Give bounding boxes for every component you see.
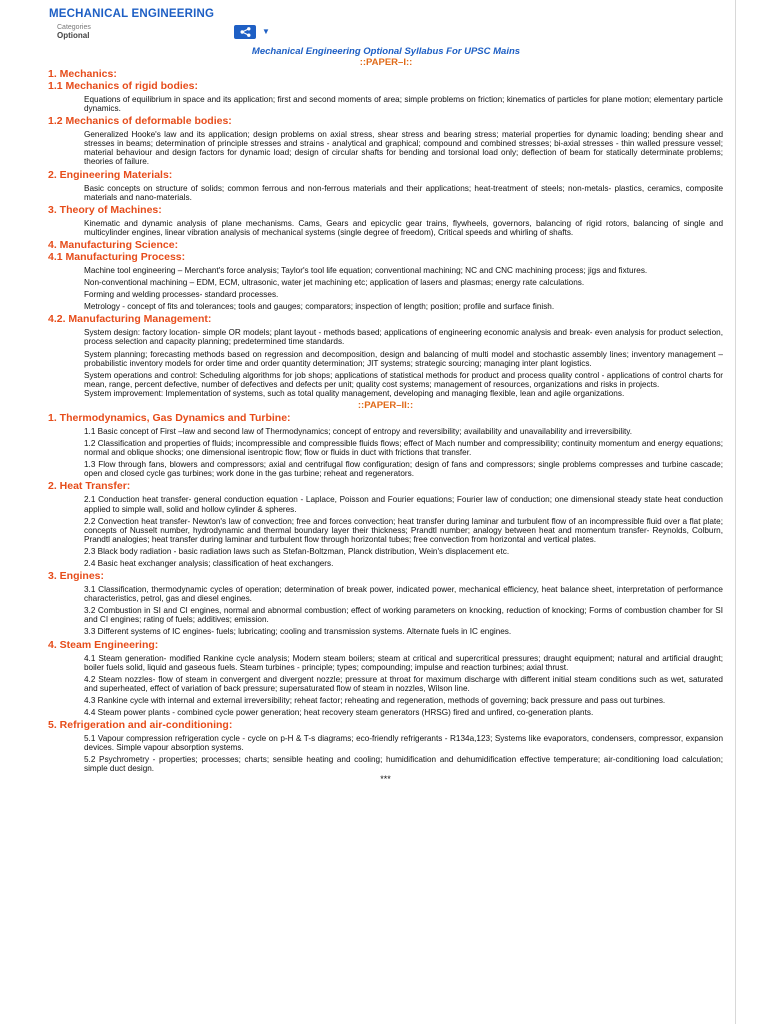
section-heading: 4. Steam Engineering: (48, 638, 159, 651)
paragraph: 1.1 Basic concept of First –law and second law of Thermodynamics; concept of entropy and reversibility; availability and unavailability and irreversibility. (84, 426, 633, 436)
section-heading: 2. Heat Transfer: (48, 480, 131, 493)
paragraph: System planning; forecasting methods based on regression and decomposition, design and balancing of multi model and stochastic assembly lines; inventory management – probabilistic inventory models for order time and order quantity determination; JIT systems; strategic sourcing; managing inter plant logistics. (84, 349, 723, 368)
chevron-down-icon[interactable]: ▼ (262, 27, 270, 36)
paragraph: System design: factory location- simple OR models; plant layout - methods based; applications of engineering economic analysis and break- even analysis for product selection, process selection and capacity planning; predetermined time standards. (84, 328, 723, 347)
section-heading: 1. Mechanics: (48, 68, 117, 80)
paper-1-label: ::PAPER–I:: (359, 57, 413, 68)
paragraph: Machine tool engineering – Merchant's force analysis; Taylor's tool life equation; conventional machining; NC and CNC machining process; jigs and fixtures. (84, 265, 648, 275)
paragraph: 1.2 Classification and properties of fluids; incompressible and compressible fluids flows; effect of Mach number and compressibility; continuity momentum and energy equations; normal and oblique shocks; one dimensional isentropic flow; flow or fluids in duct with frictions that transfer. (84, 439, 723, 458)
paragraph: 1.3 Flow through fans, blowers and compressors; axial and centrifugal flow configuration; design of fans and compressors; single problems compresses and turbine cascade; open and closed cycle gas turbines; work done in the gas turbine; reheat and regenerators. (84, 460, 723, 479)
syllabus-content (48, 68, 723, 784)
section-heading: 2. Engineering Materials: (48, 168, 173, 181)
paragraph: Basic concepts on structure of solids; common ferrous and non-ferrous materials and their applications; heat-treatment of steels; non-metals- plastics, ceramics, composite materials and nano-materials. (84, 183, 723, 202)
subsection-heading: 4.2. Manufacturing Management: (48, 313, 212, 326)
end-mark: *** (380, 773, 391, 784)
paragraph: Equations of equilibrium in space and its application; first and second moments of area; simple problems on friction; kinematics of particles for plane motion; elementary particle dynamics. (84, 95, 723, 114)
subsection-heading: 4.1 Manufacturing Process: (48, 250, 186, 263)
document-title: Mechanical Engineering Optional Syllabus For UPSC Mains (251, 46, 521, 57)
section-heading: 1. Thermodynamics, Gas Dynamics and Turbine: (48, 411, 291, 424)
paragraph: 3.3 Different systems of IC engines- fuels; lubricating; cooling and transmission systems. Alternate fuels in IC engines. (84, 627, 512, 637)
paragraph: 4.3 Rankine cycle with internal and external irreversibility; reheat factor; reheating and regeneration, methods of governing; back pressure and pass out turbines. (84, 695, 666, 705)
paragraph: 3.1 Classification, thermodynamic cycles of operation; determination of break power, indicated power, mechanical efficiency, heat balance sheet, interpretation of performance characteristics, petrol, gas and diesel engines. (84, 585, 723, 604)
paragraph: 2.1 Conduction heat transfer- general conduction equation - Laplace, Poisson and Fourier equations; Fourier law of conduction; one dimensional steady state heat conduction applied to simple wall, solid and hollow cylinder & spheres. (84, 495, 723, 514)
section-heading: 3. Theory of Machines: (48, 203, 162, 216)
paragraph: 4.2 Steam nozzles- flow of steam in convergent and divergent nozzle; pressure at throat for maximum discharge with different initial steam conditions such as wet, saturated and superheated, effect of variation of back pressure; supersaturated flow of steam in nozzles, Wilson line. (84, 674, 723, 693)
subsection-heading: 1.2 Mechanics of deformable bodies: (48, 115, 232, 128)
categories-label: Categories (57, 24, 91, 31)
paragraph: Kinematic and dynamic analysis of plane mechanisms. Cams, Gears and epicyclic gear trains, flywheels, governors, balancing of rigid rotors, balancing of single and multicylinder engines, linear vibration analysis of mechanical systems (single degree of freedom), Critical speeds and whirling of shafts. (84, 218, 723, 237)
paragraph: 4.1 Steam generation- modified Rankine cycle analysis; Modern steam boilers; steam at critical and supercritical pressures; draught equipment; natural and artificial draught; boiler fuels solid, liquid and gaseous fuels. Steam turbines - principle; types; compounding; impulse and reaction turbines; axial thrust. (84, 653, 723, 672)
section-heading: 4. Manufacturing Science: (48, 238, 179, 251)
paragraph: 2.3 Black body radiation - basic radiation laws such as Stefan-Boltzman, Planck distribution, Wein's displacement etc. (84, 546, 510, 556)
paragraph: 5.1 Vapour compression refrigeration cycle - cycle on p-H & T-s diagrams; eco-friendly refrigerants - R134a,123; Systems like evaporators, condensers, compressor, expansion devices. Simple vapour absorption systems. (84, 734, 723, 753)
section-heading: 5. Refrigeration and air-conditioning: (48, 719, 233, 732)
paragraph: Non-conventional machining – EDM, ECM, ultrasonic, water jet machining etc; application of lasers and plasmas; energy rate calculations. (84, 278, 585, 288)
paragraph: System operations and control: Scheduling algorithms for job shops; applications of statistical methods for product and process quality control - applications of control charts for mean, range, percent defective, number of defectives and defects per unit; quality cost systems; management of resources, organizations and risks in projects. (84, 370, 723, 389)
site-title[interactable]: MECHANICAL ENGINEERING (49, 8, 215, 20)
paragraph: System improvement: Implementation of systems, such as total quality management, developing and managing flexible, lean and agile organizations. (84, 388, 625, 398)
paragraph: 2.2 Convection heat transfer- Newton's law of convection; free and forces convection; heat transfer during laminar and turbulent flow of an incompressible fluid over a flat plate; concepts of Nusselt number, hydrodynamic and thermal boundary layer their thickness; Prandtl number; analogy between heat and momentum transfer- Reynolds, Colburn, Prandtl analogies; heat transfer during laminar and turbulent flow through horizontal tubes; free convection from horizontal and vertical plates. (84, 516, 723, 544)
section-heading: 3. Engines: (48, 570, 105, 583)
subsection-heading: 1.1 Mechanics of rigid bodies: (48, 80, 198, 92)
paragraph: 2.4 Basic heat exchanger analysis; classification of heat exchangers. (84, 559, 334, 568)
share-button[interactable] (234, 25, 256, 39)
paragraph: 3.2 Combustion in SI and CI engines, normal and abnormal combustion; effect of working parameters on knocking, reduction of knocking; Forms of combustion chamber for SI and CI engines; rating of fuels; additives; emission. (84, 606, 723, 625)
paragraph: Generalized Hooke's law and its application; design problems on axial stress, shear stress and bearing stress; material properties for dynamic loading; bending shear and stresses in beams; determination of principle stresses and strains - analytical and graphical; compound and combined stresses; bi-axial stresses - thin walled pressure vessel; material behaviour and design factors for dynamic load; design of circular shafts for bending and torsional load only; deflection of beam for statically determinate problems; theories of failure. (84, 130, 723, 167)
share-icon (240, 27, 251, 37)
paragraph: Forming and welding processes- standard processes. (84, 290, 279, 300)
paragraph: 4.4 Steam power plants - combined cycle power generation; heat recovery steam generators (HRSG) fired and unfired, co-generation plants. (84, 708, 594, 718)
paper-2-label: ::PAPER–II:: (357, 399, 414, 411)
paragraph: 5.2 Psychrometry - properties; processes; charts; sensible heating and cooling; humidification and dehumidification effective temperature; air-conditioning load calculation; simple duct design. (84, 755, 723, 774)
paragraph: Metrology - concept of fits and tolerances; tools and gauges; comparators; inspection of length; position; profile and surface finish. (84, 302, 555, 312)
categories-value[interactable]: Optional (57, 31, 90, 40)
